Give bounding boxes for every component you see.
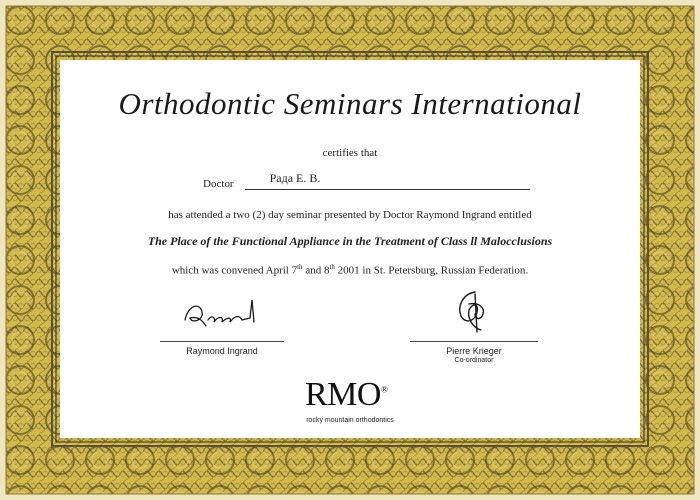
rmo-logo-text: RMO	[305, 376, 381, 413]
certificate-heading: Orthodontic Seminars International	[118, 86, 582, 121]
signatory-name-krieger: Pierre Krieger	[446, 346, 502, 356]
doctor-name: Рада Е. В.	[269, 171, 321, 185]
convened-middle: and 8	[302, 264, 330, 277]
seminar-title: The Place of the Functional Appliance in the Treatment of Class ll Malocclusions	[147, 234, 553, 248]
signatory-role-krieger: Co-ordinator	[454, 357, 494, 364]
convened-sup-1: th	[297, 263, 303, 271]
signature-line-krieger	[410, 341, 538, 342]
convened-prefix: which was convened April 7	[171, 264, 298, 277]
convened-sup-2: th	[329, 263, 335, 271]
signatory-name-ingrand: Raymond Ingrand	[186, 346, 258, 356]
convened-statement	[0, 263, 700, 277]
registered-mark: ®	[380, 384, 388, 395]
certifies-text: certifies that	[322, 147, 378, 159]
signature-line-ingrand	[160, 341, 284, 342]
convened-suffix: 2001 in St. Petersburg, Russian Federation.	[334, 264, 529, 277]
rmo-tagline: rocky mountain orthodontics	[306, 417, 394, 424]
signature-krieger	[445, 284, 500, 340]
doctor-name-line	[245, 189, 530, 190]
attendance-statement: has attended a two (2) day seminar presented by Doctor Raymond Ingrand entitled	[168, 209, 532, 221]
rmo-logo	[305, 376, 387, 414]
doctor-label: Doctor	[203, 178, 234, 190]
signature-ingrand	[180, 290, 270, 340]
